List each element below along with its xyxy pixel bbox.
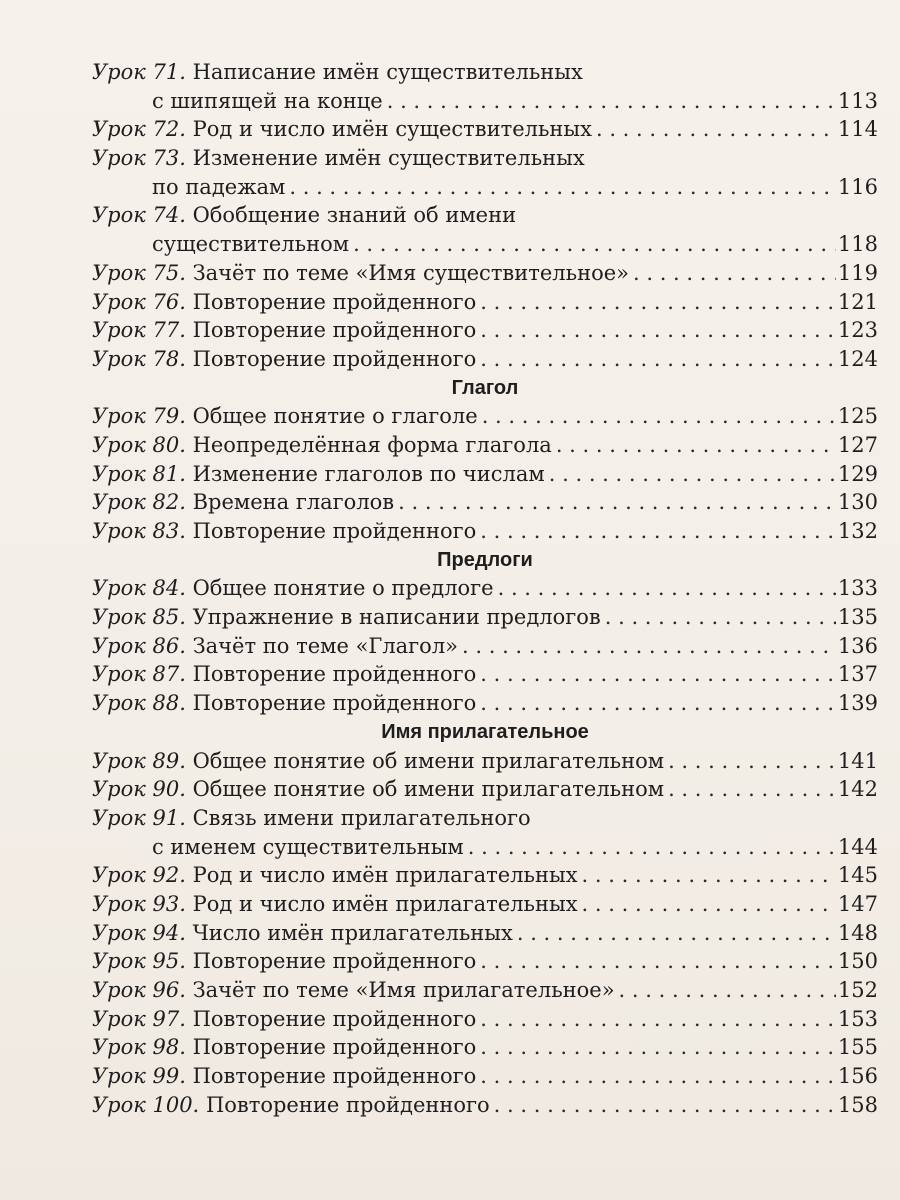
page-number: 150: [837, 949, 878, 974]
dot-leader: [582, 861, 836, 890]
toc-entry: [92, 632, 878, 661]
lesson-title: Повторение пройденного: [192, 346, 477, 371]
toc-entry-continuation: [92, 230, 878, 259]
dot-leader: [633, 259, 836, 288]
toc-entry: [92, 603, 878, 632]
lesson-title: Число имён прилагательных: [192, 920, 513, 945]
toc-entry: [92, 517, 878, 546]
lesson-title: Изменение имён существительных: [192, 146, 585, 171]
lesson-title: Повторение пройденного: [192, 1064, 477, 1089]
lesson-title: Род и число имён существительных: [192, 117, 592, 142]
dot-leader: [480, 947, 836, 976]
lesson-number: Урок 99.: [92, 1064, 186, 1089]
lesson-number: Урок 88.: [92, 691, 186, 716]
page-number: 158: [837, 1092, 878, 1117]
lesson-title: Общее понятие об имени прилагательном: [192, 748, 665, 773]
toc-entry: [92, 488, 878, 517]
toc-entry: [92, 1091, 878, 1120]
lesson-title: Общее понятие о предлоге: [192, 576, 494, 601]
lesson-title-continuation: по падежам: [152, 174, 286, 199]
toc-entry: [92, 402, 878, 431]
page-number: 124: [837, 346, 878, 371]
toc-entry: [92, 431, 878, 460]
toc-entry: [92, 775, 878, 804]
dot-leader: [480, 1005, 836, 1034]
lesson-title-continuation: с шипящей на конце: [152, 88, 383, 113]
dot-leader: [480, 345, 836, 374]
lesson-title-continuation: с именем существительным: [152, 834, 464, 859]
lesson-number: Урок 100.: [92, 1092, 200, 1117]
lesson-title: Повторение пройденного: [192, 519, 477, 543]
page-number: 152: [837, 978, 878, 1002]
page-number: 147: [837, 891, 878, 916]
page-number: 148: [837, 920, 878, 945]
dot-leader: [480, 517, 836, 546]
toc-entry: [92, 919, 878, 948]
toc-entry: [92, 660, 878, 689]
page-number: 135: [837, 605, 878, 630]
toc-entry: [92, 861, 878, 890]
lesson-number: Урок 74.: [92, 203, 186, 228]
toc-entry: [92, 144, 878, 173]
toc-entry: [92, 804, 878, 833]
dot-leader: [480, 1033, 836, 1062]
toc-entry: [92, 574, 878, 603]
lesson-title: Неопределённая форма глагола: [192, 432, 552, 457]
page-number: 121: [837, 289, 878, 314]
lesson-number: Урок 71.: [92, 60, 186, 84]
lesson-number: Урок 79.: [92, 404, 186, 429]
lesson-number: Урок 97.: [92, 1006, 186, 1031]
lesson-title: Зачёт по теме «Глагол»: [192, 633, 459, 658]
lesson-title: Повторение пройденного: [205, 1092, 490, 1117]
toc-entry: [92, 747, 878, 776]
lesson-number: Урок 93.: [92, 891, 186, 916]
dot-leader: [668, 775, 836, 804]
lesson-number: Урок 84.: [92, 576, 186, 601]
page-number: 153: [837, 1006, 878, 1031]
lesson-number: Урок 82.: [92, 490, 186, 515]
dot-leader: [480, 660, 836, 689]
toc-entry-continuation: [92, 173, 878, 202]
dot-leader: [668, 747, 836, 776]
toc-entry: [92, 316, 878, 345]
lesson-title: Общее понятие о глаголе: [192, 404, 478, 429]
toc-entry: [92, 345, 878, 374]
dot-leader: [480, 1062, 836, 1091]
toc-entry-continuation: [92, 833, 878, 862]
page-number: 141: [837, 748, 878, 773]
page-number: 119: [837, 260, 878, 285]
lesson-number: Урок 85.: [92, 605, 186, 630]
dot-leader: [468, 833, 836, 862]
dot-leader: [462, 632, 836, 661]
dot-leader: [549, 460, 836, 489]
lesson-title: Повторение пройденного: [192, 691, 477, 716]
lesson-title: Повторение пройденного: [192, 949, 477, 974]
dot-leader: [480, 689, 836, 718]
dot-leader: [605, 603, 836, 632]
lesson-number: Урок 75.: [92, 260, 186, 285]
lesson-title: Повторение пройденного: [192, 662, 477, 687]
page-number: 132: [837, 519, 878, 543]
table-of-contents: [92, 58, 878, 1119]
lesson-number: Урок 86.: [92, 633, 186, 658]
page-number: 137: [837, 662, 878, 687]
page-number: 130: [837, 490, 878, 515]
lesson-title: Повторение пройденного: [192, 318, 477, 343]
lesson-number: Урок 89.: [92, 748, 186, 773]
page-number: 127: [837, 432, 878, 457]
lesson-title: Времена глаголов: [192, 490, 395, 515]
toc-entry: [92, 1062, 878, 1091]
lesson-title: Упражнение в написании предлогов: [192, 605, 601, 630]
dot-leader: [556, 431, 836, 460]
lesson-number: Урок 78.: [92, 346, 186, 371]
lesson-number: Урок 96.: [92, 978, 186, 1002]
dot-leader: [289, 173, 836, 202]
dot-leader: [494, 1091, 836, 1120]
lesson-number: Урок 87.: [92, 662, 186, 687]
dot-leader: [387, 87, 836, 116]
page-number: 136: [837, 633, 878, 658]
lesson-number: Урок 83.: [92, 519, 186, 543]
toc-entry: [92, 890, 878, 919]
section-heading: Предлоги: [437, 548, 533, 571]
lesson-title: Род и число имён прилагательных: [192, 863, 578, 888]
section-heading: Имя прилагательное: [381, 720, 589, 743]
lesson-number: Урок 98.: [92, 1035, 186, 1060]
lesson-number: Урок 73.: [92, 146, 186, 171]
dot-leader: [498, 574, 836, 603]
toc-entry: [92, 288, 878, 317]
lesson-number: Урок 72.: [92, 117, 186, 142]
lesson-number: Урок 77.: [92, 318, 186, 343]
page-number: 133: [837, 576, 878, 601]
page-number: 129: [837, 461, 878, 486]
lesson-title: Повторение пройденного: [192, 1035, 477, 1060]
lesson-title: Повторение пройденного: [192, 289, 477, 314]
toc-entry: [92, 115, 878, 144]
page-number: 155: [837, 1035, 878, 1060]
page-number: 123: [837, 318, 878, 343]
dot-leader: [582, 890, 836, 919]
toc-entry: [92, 689, 878, 718]
page-number: 145: [837, 863, 878, 888]
page-number: 139: [837, 691, 878, 716]
lesson-title: Общее понятие об имени прилагательном: [192, 777, 665, 802]
dot-leader: [517, 919, 836, 948]
lesson-number: Урок 76.: [92, 289, 186, 314]
page-number: 142: [837, 777, 878, 802]
page-number: 144: [837, 834, 878, 859]
toc-entry: [92, 460, 878, 489]
lesson-number: Урок 80.: [92, 432, 186, 457]
lesson-title: Зачёт по теме «Имя существительное»: [192, 260, 629, 285]
lesson-title: Обобщение знаний об имени: [192, 203, 517, 228]
toc-entry: [92, 259, 878, 288]
dot-leader: [619, 976, 836, 1005]
lesson-number: Урок 81.: [92, 461, 186, 486]
lesson-title: Изменение глаголов по числам: [192, 461, 545, 486]
toc-entry: [92, 58, 878, 87]
lesson-number: Урок 95.: [92, 949, 186, 974]
page-number: 118: [837, 232, 878, 257]
lesson-title: Зачёт по теме «Имя прилагательное»: [192, 978, 615, 1002]
toc-entry: [92, 1005, 878, 1034]
toc-entry: [92, 976, 878, 1005]
lesson-number: Урок 90.: [92, 777, 186, 802]
dot-leader: [596, 115, 836, 144]
dot-leader: [480, 316, 836, 345]
lesson-title: Связь имени прилагательного: [192, 805, 531, 830]
dot-leader: [353, 230, 836, 259]
dot-leader: [482, 402, 836, 431]
lesson-title-continuation: существительном: [152, 232, 350, 257]
lesson-title: Повторение пройденного: [192, 1006, 477, 1031]
dot-leader: [398, 488, 836, 517]
page-number: 114: [837, 117, 878, 142]
lesson-number: Урок 92.: [92, 863, 186, 888]
toc-entry: [92, 1033, 878, 1062]
lesson-title: Род и число имён прилагательных: [192, 891, 578, 916]
lesson-number: Урок 94.: [92, 920, 186, 945]
toc-entry-continuation: [92, 87, 878, 116]
toc-entry: [92, 201, 878, 230]
toc-entry: [92, 947, 878, 976]
section-heading: Глагол: [451, 376, 519, 399]
lesson-number: Урок 91.: [92, 805, 186, 830]
page-number: 125: [837, 404, 878, 429]
dot-leader: [480, 288, 836, 317]
page-number: 156: [837, 1064, 878, 1089]
page-number: 113: [837, 88, 878, 113]
page-number: 116: [837, 174, 878, 199]
lesson-title: Написание имён существительных: [192, 60, 583, 84]
